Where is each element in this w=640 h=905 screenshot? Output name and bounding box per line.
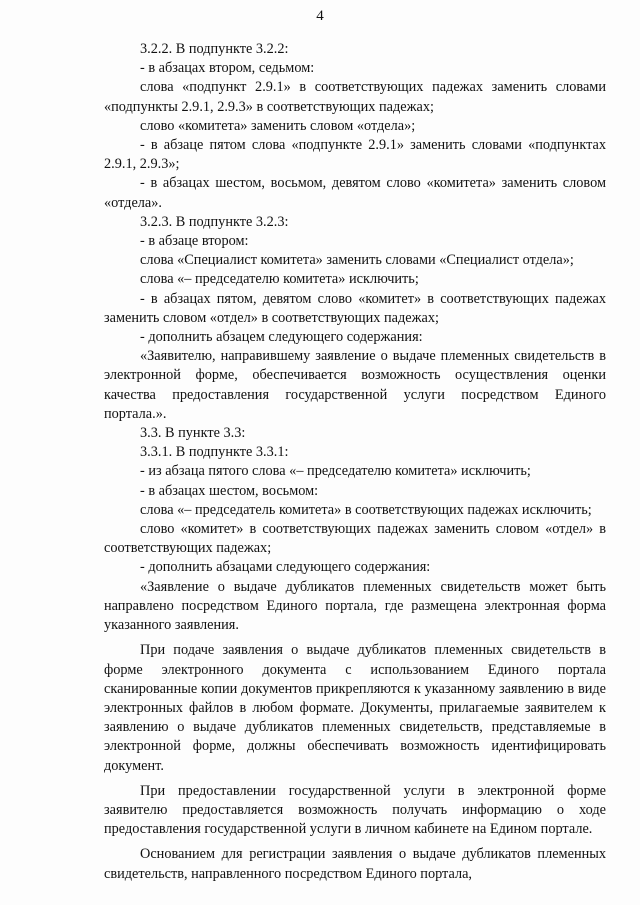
paragraph: 3.3.1. В подпункте 3.3.1: xyxy=(140,444,289,461)
paragraph: 3.2.2. В подпункте 3.2.2: xyxy=(140,41,289,57)
paragraph: слова «– председатель комитета» в соответствующих падежах исключить; xyxy=(140,501,592,518)
page-number: 4 xyxy=(316,8,324,24)
paragraph: - в абзацах шестом, восьмом, девятом слово «комитета» заменить словом «отдела». xyxy=(104,175,606,211)
paragraph: - в абзацах шестом, восьмом: xyxy=(140,482,319,499)
paragraph: - в абзаце пятом слова «подпункте 2.9.1» заменить словами «подпунктах 2.9.1, 2.9.3»; xyxy=(104,137,606,173)
paragraph: слово «комитета» заменить словом «отдела»; xyxy=(140,117,416,134)
paragraph: - в абзаце втором: xyxy=(140,233,249,250)
paragraph: 3.2.3. В подпункте 3.2.3: xyxy=(140,213,289,230)
paragraph: 3.3. В пункте 3.3: xyxy=(140,425,246,442)
paragraph: слова «Специалист комитета» заменить словами «Специалист отдела»; xyxy=(140,252,574,269)
paragraph: - из абзаца пятого слова «– председателю комитета» исключить; xyxy=(140,463,531,480)
paragraph: слова «– председателю комитета» исключить; xyxy=(140,271,419,288)
paragraph: - в абзацах пятом, девятом слово «комитет» в соответствующих падежах заменить словом «отдел» в соответствующих падежах; xyxy=(104,290,606,326)
paragraph: - дополнить абзацами следующего содержания: xyxy=(140,559,431,576)
paragraph: «Заявителю, направившему заявление о выдаче племенных свидетельств в электронной форме, обеспечивается возможность осуществления оценки качества предоставления государственной услуги посредством Единого портала.». xyxy=(104,348,606,422)
paragraph: При подаче заявления о выдаче дубликатов племенных свидетельств в форме электронного документа с использованием Единого портала сканированные копии документов прикрепляются к указанному заявлению в виде электронных файлов в любом формате. Документы, прилагаемые заявителем к заявлению о выдаче дубликатов племенных свидетельств, представляемые в электронной форме, должны обеспечивать возможность идентифицировать документ. xyxy=(104,642,606,774)
paragraph: «Заявление о выдаче дубликатов племенных свидетельств может быть направлено посредством Единого портала, где размещена электронная форма указанного заявления. xyxy=(104,578,606,634)
document-body xyxy=(104,40,606,884)
paragraph: слово «комитет» в соответствующих падежах заменить словом «отдел» в соответствующих падежах; xyxy=(104,521,606,557)
paragraph: При предоставлении государственной услуги в электронной форме заявителю предоставляется возможность получать информацию о ходе предоставления государственной услуги в личном кабинете на Едином портале. xyxy=(104,782,606,838)
paragraph: - в абзацах втором, седьмом: xyxy=(140,60,315,77)
paragraph: Основанием для регистрации заявления о выдаче дубликатов племенных свидетельств, направленного посредством Единого портала, xyxy=(104,846,606,882)
paragraph: слова «подпункт 2.9.1» в соответствующих падежах заменить словами «подпункты 2.9.1, 2.9.3» в соответствующих падежах; xyxy=(104,79,606,115)
paragraph: - дополнить абзацем следующего содержания: xyxy=(140,329,423,346)
